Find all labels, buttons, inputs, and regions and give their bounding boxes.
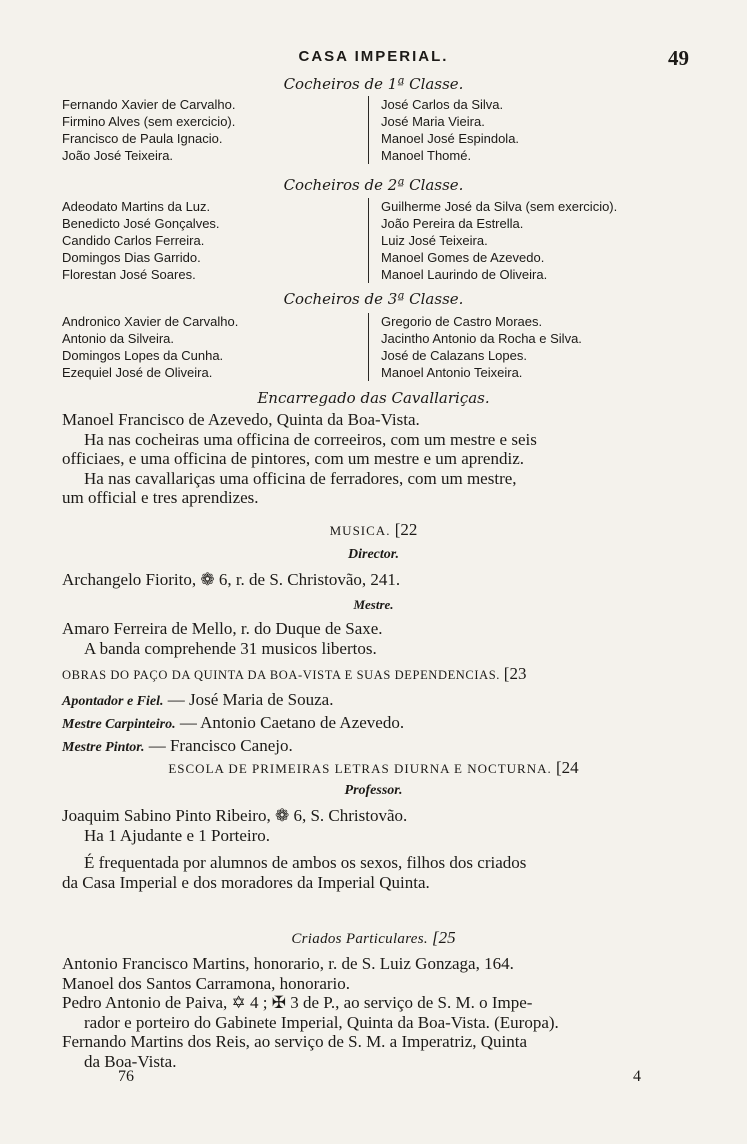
list-item: Domingos Lopes da Cunha. [62, 348, 224, 363]
text-line: Manoel Francisco de Azevedo, Quinta da Boa-Vista. [62, 410, 420, 429]
obras-role-name: — José Maria de Souza. [163, 690, 334, 709]
cocheiros-2-left-column [62, 198, 367, 283]
list-item: Andronico Xavier de Carvalho. [62, 314, 239, 329]
list-item: Jacintho Antonio da Rocha e Silva. [381, 331, 582, 346]
text-line: Ha 1 Ajudante e 1 Porteiro. [84, 825, 271, 845]
text-line: Ha nas cocheiras uma officina de correeiros, com um mestre e seis [84, 429, 537, 449]
text-line: Amaro Ferreira de Mello, r. do Duque de Saxe. [62, 619, 383, 638]
section-ref: [24 [555, 758, 579, 777]
cocheiros-2-right-column [368, 198, 711, 283]
obras-list [62, 689, 694, 758]
cocheiros-2-list [62, 198, 702, 286]
list-item: José Maria Vieira. [381, 114, 485, 129]
section-heading-criados [0, 928, 747, 948]
escola-text [62, 806, 694, 892]
text-line: Fernando Martins dos Reis, ao serviço de S. M. a Imperatriz, Quinta [62, 1032, 528, 1051]
list-item: Fernando Xavier de Carvalho. [62, 97, 236, 112]
text-line: É frequentada por alumnos de ambos os sexos, filhos dos criados [84, 853, 527, 872]
section-title: OBRAS DO PAÇO DA QUINTA DA BOA-VISTA E SUAS DEPENDENCIAS. [62, 668, 501, 682]
text-line: Ha nas cavallariças uma officina de ferradores, com um mestre, [84, 468, 517, 488]
section-title: MUSICA. [329, 523, 391, 538]
obras-row [62, 712, 694, 735]
list-item: João Pereira da Estrella. [381, 216, 524, 231]
obras-role-name: — Francisco Canejo. [144, 736, 293, 755]
cocheiros-1-right-column [368, 96, 711, 164]
obras-row [62, 735, 694, 758]
list-item: Manoel José Espindola. [381, 131, 520, 146]
musica-mestre-text [62, 619, 694, 658]
section-heading-cocheiros-2: Cocheiros de 2ª Classe. [283, 176, 464, 194]
list-item: Manoel Laurindo de Oliveira. [381, 267, 548, 282]
footer-sheet-number: 4 [633, 1068, 641, 1085]
footer-signature-number: 76 [118, 1068, 134, 1085]
list-item: Manoel Antonio Teixeira. [381, 365, 523, 380]
obras-role-label: Apontador e Fiel. [62, 694, 164, 709]
section-ref: [23 [503, 664, 527, 683]
section-heading-obras [62, 664, 694, 684]
cavallaricas-text [62, 410, 694, 508]
list-item: Manoel Gomes de Azevedo. [381, 250, 545, 265]
text-line: da Boa-Vista. [84, 1051, 177, 1071]
list-item: José Carlos da Silva. [381, 97, 504, 112]
running-header [0, 46, 747, 72]
section-heading-cocheiros-1: Cocheiros de 1ª Classe. [283, 75, 464, 93]
text-line: officiaes, e uma officina de pintores, com um mestre e um aprendiz. [62, 449, 524, 468]
list-item: Francisco de Paula Ignacio. [62, 131, 223, 146]
cocheiros-3-right-column [368, 313, 711, 381]
section-heading-escola [0, 758, 747, 778]
obras-row [62, 689, 694, 712]
text-line: rador e porteiro do Gabinete Imperial, Quinta da Boa-Vista. (Europa). [84, 1012, 559, 1032]
criados-text [62, 954, 694, 1071]
page-number: 49 [668, 46, 689, 70]
cocheiros-1-list [62, 96, 702, 166]
list-item: Guilherme José da Silva (sem exercicio). [381, 199, 618, 214]
role-professor: Professor. [344, 783, 403, 798]
text-line: Pedro Antonio de Paiva, ✡ 4 ; ✠ 3 de P., ao serviço de S. M. o Impe- [62, 993, 533, 1012]
cocheiros-1-left-column [62, 96, 367, 164]
list-item: João José Teixeira. [62, 148, 174, 163]
role-director: Director. [348, 547, 399, 562]
list-item: Florestan José Soares. [62, 267, 196, 282]
section-heading-cocheiros-3: Cocheiros de 3ª Classe. [283, 290, 464, 308]
role-mestre: Mestre. [353, 597, 394, 612]
list-item: Gregorio de Castro Moraes. [381, 314, 543, 329]
list-item: Ezequiel José de Oliveira. [62, 365, 213, 380]
list-item: José de Calazans Lopes. [381, 348, 527, 363]
list-item: Candido Carlos Ferreira. [62, 233, 205, 248]
list-item: Firmino Alves (sem exercicio). [62, 114, 236, 129]
musica-director-text [62, 570, 694, 590]
obras-role-label: Mestre Carpinteiro. [62, 717, 176, 732]
list-item: Adeodato Martins da Luz. [62, 199, 211, 214]
list-item: Antonio da Silveira. [62, 331, 175, 346]
text-line: Manoel dos Santos Carramona, honorario. [62, 973, 350, 993]
section-title: Criados Particulares. [291, 931, 428, 947]
list-item: Manoel Thomé. [381, 148, 472, 163]
list-item: Benedicto José Gonçalves. [62, 216, 220, 231]
section-heading-cavallaricas: Encarregado das Cavallariças. [257, 389, 490, 407]
text-line: da Casa Imperial e dos moradores da Imperial Quinta. [62, 872, 430, 892]
text-line: Joaquim Sabino Pinto Ribeiro, ❁ 6, S. Christovão. [62, 806, 408, 825]
cocheiros-3-list [62, 313, 702, 383]
text-line: um official e tres aprendizes. [62, 488, 259, 507]
section-heading-musica [0, 520, 747, 540]
cocheiros-3-left-column [62, 313, 367, 381]
text-line: A banda comprehende 31 musicos libertos. [84, 638, 377, 658]
obras-role-name: — Antonio Caetano de Azevedo. [175, 713, 405, 732]
header-title: CASA IMPERIAL. [298, 48, 449, 65]
list-item: Luiz José Teixeira. [381, 233, 488, 248]
obras-role-label: Mestre Pintor. [62, 740, 145, 755]
section-ref: [25 [432, 928, 456, 947]
text-line: Archangelo Fiorito, ❁ 6, r. de S. Christovão, 241. [62, 570, 401, 589]
section-title: ESCOLA DE PRIMEIRAS LETRAS DIURNA E NOCTURNA. [168, 761, 552, 776]
list-item: Domingos Dias Garrido. [62, 250, 201, 265]
text-line: Antonio Francisco Martins, honorario, r. de S. Luiz Gonzaga, 164. [62, 954, 514, 973]
section-ref: [22 [394, 520, 418, 539]
